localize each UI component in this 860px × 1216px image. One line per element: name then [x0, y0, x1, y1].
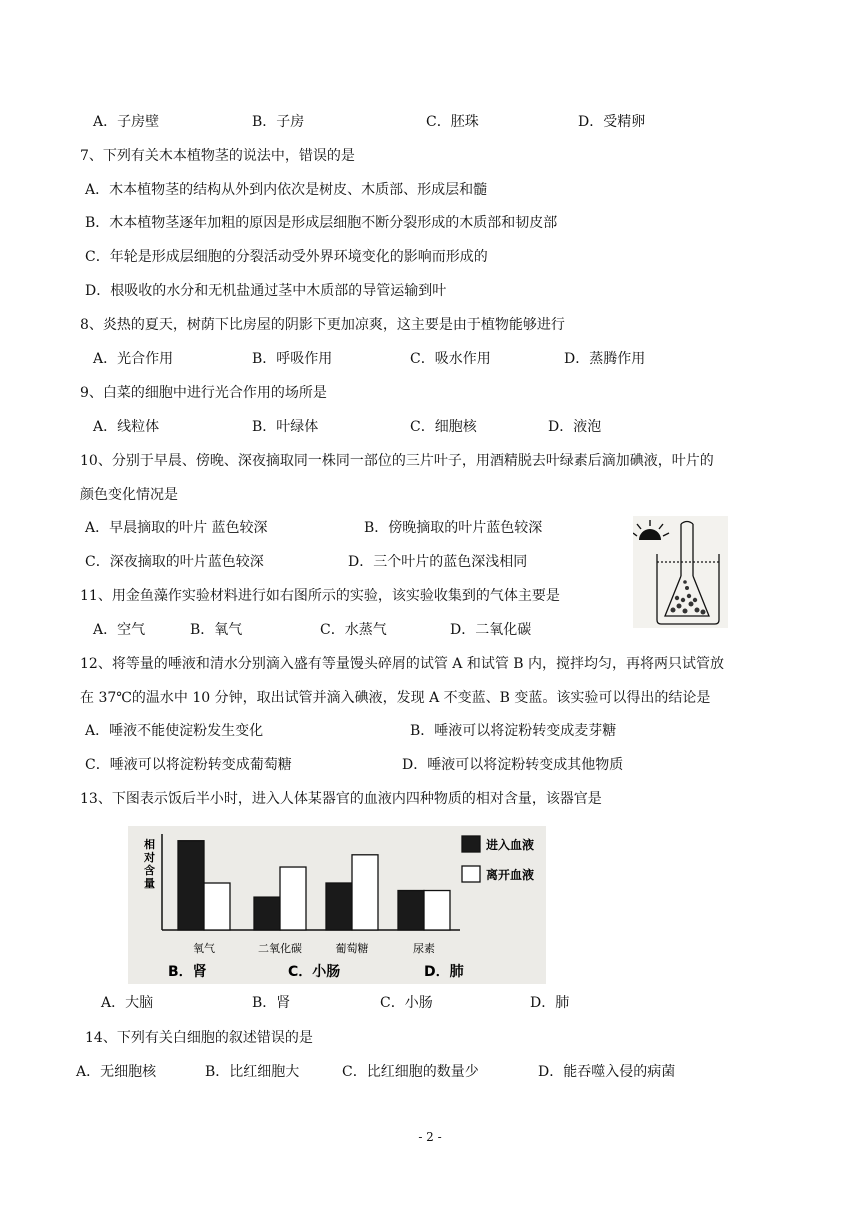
q9-option-d: D．液泡 — [548, 419, 602, 435]
q10-stem-line1: 10、分别于早晨、傍晚、深夜摘取同一株同一部位的三片叶子，用酒精脱去叶绿素后滴加碘液，叶片的 — [80, 453, 714, 469]
bar-out-0 — [204, 883, 230, 930]
q6-option-b: B．子房 — [252, 114, 305, 130]
q8-option-c: C．吸水作用 — [410, 351, 491, 367]
bar-out-3 — [424, 891, 450, 930]
chart-ylabel-2: 对 — [144, 851, 155, 864]
q7-option-b: B．木本植物茎逐年加粗的原因是形成层细胞不断分裂形成的木质部和韧皮部 — [85, 215, 558, 231]
q10-option-a: A．早晨摘取的叶片 蓝色较深 — [85, 520, 268, 536]
bar-out-1 — [280, 867, 306, 930]
chart-ylabel-4: 量 — [144, 877, 155, 890]
chart-extra-label-2: D．肺 — [424, 964, 464, 980]
q6-option-c: C．胚珠 — [426, 114, 479, 130]
x-tick-label-2: 葡萄糖 — [335, 942, 369, 955]
blood-substance-chart — [128, 826, 546, 984]
chart-extra-label-0: B．肾 — [168, 964, 207, 980]
q8-option-b: B．呼吸作用 — [252, 351, 333, 367]
experiment-figure — [633, 516, 728, 628]
legend-label-0: 进入血液 — [486, 838, 535, 852]
q13-option-a: A．大脑 — [101, 995, 154, 1011]
q13-option-d: D．肺 — [530, 995, 570, 1011]
legend-label-1: 离开血液 — [486, 868, 535, 882]
bar-in-0 — [178, 841, 204, 930]
q9-option-c: C．细胞核 — [410, 419, 477, 435]
chart-ylabel-3: 含 — [144, 864, 155, 877]
q11-option-b: B．氧气 — [190, 622, 243, 638]
q13-stem: 13、下图表示饭后半小时，进入人体某器官的血液内四种物质的相对含量，该器官是 — [80, 791, 602, 807]
q8-option-a: A．光合作用 — [93, 351, 174, 367]
q14-option-c: C．比红细胞的数量少 — [342, 1064, 479, 1080]
q8-stem: 8、炎热的夏天，树荫下比房屋的阴影下更加凉爽，这主要是由于植物能够进行 — [80, 317, 565, 333]
bar-out-2 — [352, 855, 378, 930]
q7-stem: 7、下列有关木本植物茎的说法中，错误的是 — [80, 148, 355, 164]
bar-in-3 — [398, 891, 424, 930]
q12-option-d: D．唾液可以将淀粉转变成其他物质 — [402, 757, 624, 773]
q9-option-b: B．叶绿体 — [252, 419, 319, 435]
bar-in-2 — [326, 883, 352, 930]
q7-option-d: D．根吸收的水分和无机盐通过茎中木质部的导管运输到叶 — [85, 283, 447, 299]
legend-swatch-0 — [462, 836, 480, 852]
q9-option-a: A．线粒体 — [93, 419, 160, 435]
q8-option-d: D．蒸腾作用 — [564, 351, 646, 367]
q10-option-c: C．深夜摘取的叶片蓝色较深 — [85, 554, 264, 570]
q11-option-d: D．二氧化碳 — [450, 622, 532, 638]
x-tick-label-3: 尿素 — [413, 942, 435, 955]
q10-option-d: D．三个叶片的蓝色深浅相同 — [348, 554, 528, 570]
x-tick-label-0: 氧气 — [193, 942, 215, 955]
q14-option-b: B．比红细胞大 — [205, 1064, 300, 1080]
q14-option-d: D．能吞噬入侵的病菌 — [538, 1064, 676, 1080]
chart-extra-label-1: C．小肠 — [288, 964, 341, 980]
q12-option-b: B．唾液可以将淀粉转变成麦芽糖 — [410, 723, 617, 739]
legend-swatch-1 — [462, 866, 480, 882]
q11-stem: 11、用金鱼藻作实验材料进行如右图所示的实验，该实验收集到的气体主要是 — [80, 588, 560, 604]
q12-option-c: C．唾液可以将淀粉转变成葡萄糖 — [85, 757, 292, 773]
q7-option-c: C．年轮是形成层细胞的分裂活动受外界环境变化的影响而形成的 — [85, 249, 488, 265]
q6-option-d: D．受精卵 — [578, 114, 646, 130]
q6-option-a: A．子房壁 — [93, 114, 160, 130]
q7-option-a: A．木本植物茎的结构从外到内依次是树皮、木质部、形成层和髓 — [85, 182, 488, 198]
q11-option-a: A．空气 — [93, 622, 146, 638]
q12-stem-line2: 在 37℃的温水中 10 分钟，取出试管并滴入碘液，发现 A 不变蓝、B 变蓝。该实验可以得出的结论是 — [80, 690, 711, 706]
q13-option-b: B．肾 — [252, 995, 291, 1011]
bar-in-1 — [254, 897, 280, 930]
chart-ylabel-1: 相 — [144, 838, 155, 851]
x-tick-label-1: 二氧化碳 — [258, 942, 302, 955]
q11-option-c: C．水蒸气 — [320, 622, 387, 638]
q12-option-a: A．唾液不能使淀粉发生变化 — [85, 723, 264, 739]
q12-stem-line1: 12、将等量的唾液和清水分别滴入盛有等量馒头碎屑的试管 A 和试管 B 内，搅拌均匀，再将两只试管放 — [80, 656, 725, 672]
q10-option-b: B．傍晚摘取的叶片蓝色较深 — [364, 520, 543, 536]
q14-stem: 14、下列有关白细胞的叙述错误的是 — [85, 1030, 313, 1046]
page-number: - 2 - — [418, 1130, 442, 1144]
q13-option-c: C．小肠 — [380, 995, 433, 1011]
q14-option-a: A．无细胞核 — [76, 1064, 157, 1080]
q9-stem: 9、白菜的细胞中进行光合作用的场所是 — [80, 385, 327, 401]
q10-stem-line2: 颜色变化情况是 — [80, 487, 178, 503]
